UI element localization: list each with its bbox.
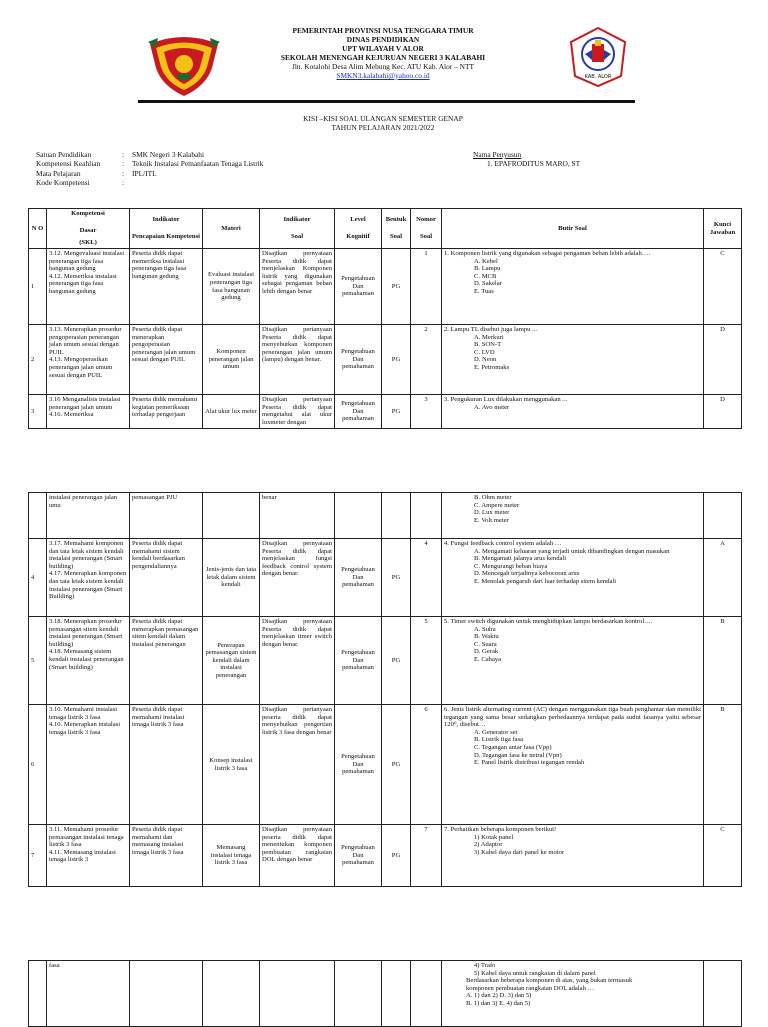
indikator-pencapaian-cell: pemasangan PJU [130, 493, 203, 539]
header-no: N O [29, 209, 47, 249]
kd-line: 3.12. Mengevaluasi instalasi penerangan tiga fasa bangunan gedung [49, 250, 125, 273]
row-number: 1 [29, 249, 47, 325]
kisi-table-page-3 [28, 960, 742, 1027]
materi-cell: Evaluasi instalasi penerangan tiga fasa bangunan gedung [203, 249, 260, 325]
kompetensi-dasar-cell [47, 705, 130, 825]
level-kognitif-cell: Pengetahuan Dan pemahaman [335, 705, 382, 825]
answer-options [444, 334, 701, 372]
answer-key-cell: B [704, 617, 742, 705]
answer-option: D. Neon [474, 356, 497, 364]
answer-key-cell: D [704, 325, 742, 395]
materi-cell: Konsep instalasi listrik 3 fasa [203, 705, 260, 825]
nomor-soal-cell: 4 [411, 539, 442, 617]
empty-cell [29, 961, 47, 1027]
kisi-table-page-2 [28, 492, 742, 887]
answer-option: E. Volt meter [474, 516, 509, 524]
header-rule [138, 100, 635, 103]
level-kognitif-cell [335, 493, 382, 539]
kompetensi-dasar-cell [47, 493, 130, 539]
empty-cell [382, 961, 411, 1027]
table-row [29, 539, 742, 617]
empty-cell [704, 961, 742, 1027]
answer-option: B. Lampu [474, 265, 501, 273]
nomor-soal-cell [411, 493, 442, 539]
identity-block [36, 150, 263, 188]
answer-option: A. Mengamati keluaran yang terjadi untuk dibandingkan dengan masukan [474, 547, 670, 555]
empty-cell [335, 961, 382, 1027]
answer-option: D. Gerak [474, 648, 499, 656]
answer-option: E. Cahaya [474, 655, 502, 663]
answer-option: D. Sakelar [474, 280, 502, 288]
row-number: 6 [29, 705, 47, 825]
info-value: SMK Negeri 3 Kalabahi [132, 150, 205, 159]
answer-key-cell: A [704, 539, 742, 617]
bentuk-soal-cell: PG [382, 539, 411, 617]
author-name: 1. EPAFRODITUS MARO, ST [487, 159, 581, 169]
kd-line: instalasi penerangan jalan umu [49, 494, 118, 509]
school-address: Jln. Kotalohi Desa Alim Mebung Kec. ATU Kab. Alor – NTT [291, 62, 475, 71]
question-text: 6. Jenis listrik alternating current (AC) dengan menggunakan tiga buah penghantar dan memiliki tegangan yang sama besar sedangkan perbedaannya terdapat pada sudut fasanya yaitu sebesar 120⁰, disebut… [444, 706, 701, 729]
indikator-pencapaian-cell: Peserta didik dapat menerapkan pengoperasian penerangan jalan umum sesuai dengan PUIL [130, 325, 203, 395]
kd-line: 3.10. Memahami instalasi tenaga listrik 3 fasa [49, 706, 118, 721]
butir-soal-cell [442, 539, 704, 617]
table-row [29, 825, 742, 887]
document-page-3 [0, 954, 768, 1024]
materi-cell: Alat ukur lux meter [203, 395, 260, 429]
info-value: IPL/ITL [132, 168, 157, 178]
bentuk-soal-cell [382, 493, 411, 539]
bentuk-soal-cell: PG [382, 617, 411, 705]
indikator-pencapaian-cell: Peserta didik dapat memahami dan memasang instalasi tenaga listrik 3 fasa [130, 825, 203, 887]
answer-option: A. Avo meter [474, 403, 510, 411]
kompetensi-dasar-cell [47, 325, 130, 395]
info-key: Kompetensi Keahlian [36, 159, 101, 169]
kd-line: 4.11. Memasang instalasi tenaga listrik 3 [49, 848, 116, 864]
question-text: A. 1) dan 2) D. 3) dan 5) [466, 992, 532, 1000]
info-row: Kompetensi Keahlian : Teknik Instalasi Pemanfaatan Tenaga Listrik [36, 159, 264, 169]
indikator-soal-cell: Disajikan pernyataan peserta didik dapat menentukan komponen pembuatan rangkaian DOL dengan benar [260, 825, 335, 887]
answer-key-cell: C [704, 249, 742, 325]
empty-cell [260, 961, 335, 1027]
question-text: 2. Lampu TL disebut juga lampu ... [444, 326, 538, 333]
answer-option: B. Listrik tiga fasa [474, 736, 524, 744]
answer-option: E. Petromaks [474, 363, 510, 371]
answer-options [444, 834, 701, 857]
level-kognitif-cell: Pengetahuan Dan pemahaman [335, 617, 382, 705]
answer-options [444, 626, 701, 664]
answer-option: E. Menolak pengaruh dari luar terhadap sitem kendali [474, 577, 617, 585]
nomor-soal-cell: 6 [411, 705, 442, 825]
author-label: Nama Penyusun [473, 150, 522, 159]
school-logo-caption: KAB. ALOR [584, 74, 612, 80]
question-text: 4. Fungsi feedback control system adalah … [444, 540, 562, 547]
header-kompetensi-dasar: Kompetensi Dasar (SKL) [47, 209, 130, 249]
answer-option: A. Merkuri [474, 333, 504, 341]
kd-line: 3.17. Memahami komponen dan tata letak sistem kendali instalasi penerangan (Smart building) [49, 540, 124, 570]
nomor-soal-cell: 1 [411, 249, 442, 325]
question-text: 7. Perhatikan beberapa komponen berikut! [444, 826, 557, 833]
materi-cell: Jenis-jenis dan tata letak dalam sistem kendali [203, 539, 260, 617]
indikator-soal-cell: Disajikan pertanyaan Peserta didik dapat mengetahui alat ukur luxmeter dengan [260, 395, 335, 429]
butir-soal-cell [442, 617, 704, 705]
answer-option: C. Suara [474, 640, 497, 648]
department-name: DINAS PENDIDIKAN [346, 35, 420, 44]
nomor-soal-cell: 3 [411, 395, 442, 429]
question-text: 1. Komponen listrik yang digunakan sebagai pengaman beban lebih adalah…. [444, 250, 650, 257]
info-key: Mata Pelajaran [36, 168, 81, 178]
row-number: 4 [29, 539, 47, 617]
kd-line: 4.17. Menerapkan komponen dan tata letak sistem kendali instalasi penerangan (Smart Building) [49, 570, 127, 601]
indikator-soal-cell: Disajikan pernyataan Peserta didik dapat menjelaskan Komponen listrik yang digunakan sebagai pengaman beban lebih dengan benar [260, 249, 335, 325]
answer-options [444, 494, 701, 524]
answer-option: 1) Kotak panel [474, 833, 514, 841]
row-number [29, 493, 47, 539]
region-name: UPT WILAYAH V ALOR [342, 44, 424, 53]
kompetensi-dasar-cell [47, 249, 130, 325]
table-row [29, 961, 742, 1027]
answer-option: E. Tuas [474, 287, 494, 295]
kd-line: 4.16. Memeriksa [49, 411, 94, 419]
info-key: Kode Kompetensi [36, 178, 90, 188]
answer-option: C. Mengurangi beban biaya [474, 562, 548, 570]
header-indikator-soal: Indikator Soal [260, 209, 335, 249]
header-bentuk-soal: Bentuk Soal [382, 209, 411, 249]
info-key: Satuan Pendidikan [36, 150, 92, 159]
butir-soal-cell [442, 705, 704, 825]
info-value: Teknik Instalasi Pemanfaatan Tenaga Listrik [132, 159, 264, 169]
answer-options [444, 548, 701, 586]
answer-option: B. SON-T [474, 341, 502, 349]
kd-line: 3.11. Memahami prosedur pemasangan instalasi tenaga listrik 3 fasa [49, 826, 124, 849]
bentuk-soal-cell: PG [382, 825, 411, 887]
row-number: 5 [29, 617, 47, 705]
answer-option: 5) Kabel daya untuk rangkaian di dalam panel [474, 969, 596, 977]
answer-option: D. Mencegah terjadinya kebocoran arus [474, 570, 580, 578]
bentuk-soal-cell: PG [382, 249, 411, 325]
butir-soal-cell [442, 825, 704, 887]
kompetensi-dasar-cell [47, 825, 130, 887]
answer-option: B. Mengamati jalanya arus kendali [474, 555, 567, 563]
table-row [29, 249, 742, 325]
indikator-pencapaian-cell: Peserta didik dapat memahami sistem kendali berdasarkan pengendaliannya [130, 539, 203, 617]
document-page-2 [0, 482, 768, 942]
header-kunci-jawaban: Kunci Jawaban [704, 209, 742, 249]
answer-option: A. Suhu [474, 625, 496, 633]
provincial-crest-logo [146, 34, 222, 98]
materi-cell: Memasang instalasi tenaga listrik 3 fasa [203, 825, 260, 887]
answer-option: D. Lux meter [474, 509, 510, 517]
kd-line: 4.18. Memasang sistem kendali instalasi penerangan (Smart building) [49, 648, 124, 671]
answer-option: D. Tegangan fasa ke netral (Vpn) [474, 751, 562, 759]
kompetensi-dasar-cell: fasa [47, 961, 130, 1027]
materi-cell: Penerapan pemasangan sistem kendali dalam instalasi penerangan [203, 617, 260, 705]
table-row [29, 395, 742, 429]
answer-key-cell: C [704, 825, 742, 887]
empty-cell [203, 961, 260, 1027]
level-kognitif-cell: Pengetahuan Dan pemahaman [335, 325, 382, 395]
table-header-row [29, 209, 742, 249]
row-number: 3 [29, 395, 47, 429]
title-line-2: TAHUN PELAJARAN 2021/2022 [331, 123, 435, 132]
kompetensi-dasar-cell [47, 539, 130, 617]
document-page-1 [0, 0, 768, 458]
header-materi: Materi [203, 209, 260, 249]
answer-option: B. Ohm meter [474, 494, 512, 501]
indikator-pencapaian-cell: Peserta didik dapat menerapkan pemasangan sitem kendali dalam instalasi penerangan [130, 617, 203, 705]
bentuk-soal-cell: PG [382, 705, 411, 825]
butir-soal-cell [442, 961, 704, 1027]
indikator-pencapaian-cell: Peserta didik dapat memahami instalasi tenaga listrik 3 fasa [130, 705, 203, 825]
level-kognitif-cell: Pengetahuan Dan pemahaman [335, 395, 382, 429]
document-title [230, 114, 536, 132]
kd-line: 3.18. Menerapkan prosedur pemasangan sitem kendali instalasi penerangan (Smart building) [49, 618, 123, 648]
indikator-pencapaian-cell: Peserta didik memahami kegiatan pemeriksaan terhadap pengerjaan [130, 395, 203, 429]
answer-option: E. Panel listrik distribusi tegangan rendah [474, 759, 585, 767]
question-text: komponen pembuatan rangkaian DOL adalah … [466, 984, 595, 992]
table-row [29, 617, 742, 705]
table-row [29, 493, 742, 539]
header-butir-soal: Butir Soal [442, 209, 704, 249]
bentuk-soal-cell: PG [382, 395, 411, 429]
table-row [29, 325, 742, 395]
answer-options [444, 404, 701, 412]
school-logo [567, 26, 629, 88]
answer-option: B. Waktu [474, 633, 499, 641]
butir-soal-cell [442, 249, 704, 325]
kompetensi-dasar-cell [47, 395, 130, 429]
empty-cell [411, 961, 442, 1027]
header-indikator-pencapaian: Indikator Pencapaian Kompetensi [130, 209, 203, 249]
indikator-soal-cell: Disajikan pertanyaan peserta didik dapat menyebutkan pengertian listrik 3 fasa dengan benar [260, 705, 335, 825]
question-text: 3. Pengukuran Lux dilakukan menggunakan ... [444, 396, 568, 403]
butir-soal-cell [442, 325, 704, 395]
kisi-table-page-1 [28, 208, 742, 429]
indikator-soal-cell: Disajikan pernyataan Peserta didik dapat menjelaskan timer switch dengan benar. [260, 617, 335, 705]
question-text: 5. Timer switch digunakan untuk menghidupkan lampu berdasarkan kontrol…. [444, 618, 653, 625]
info-row: Mata Pelajaran : IPL/ITL [36, 168, 157, 178]
row-number: 7 [29, 825, 47, 887]
question-text: Berdasarkan beberapa komponen di atas, yang bukan termasuk [466, 977, 633, 985]
answer-key-cell: D [704, 395, 742, 429]
info-row: Satuan Pendidikan : SMK Negeri 3 Kalabahi [36, 150, 205, 159]
government-name: PEMERINTAH PROVINSI NUSA TENGGARA TIMUR [292, 26, 474, 35]
title-line-1: KISI –KISI SOAL ULANGAN SEMESTER GENAP [303, 114, 463, 123]
kd-line: 4.12. Memeriksa instalasi penerangan tiga fasa bangunan gedung [49, 272, 117, 295]
kompetensi-dasar-cell [47, 617, 130, 705]
answer-option: 3) Kabel daya dari panel ke motor [474, 848, 565, 856]
info-row: Kode Kompetensi : [36, 178, 125, 188]
answer-key-cell [704, 493, 742, 539]
answer-key-cell: B [704, 705, 742, 825]
materi-cell [203, 493, 260, 539]
school-email-link[interactable]: SMKN3.kalabahi@yahoo.co.id [336, 71, 430, 80]
answer-option: C. Tegangan antar fasa (Vpp) [474, 743, 552, 751]
answer-option: 4) Trafo [474, 962, 496, 969]
question-text: B. 1) dan 3) E. 4) dan 5) [466, 999, 531, 1007]
level-kognitif-cell: Pengetahuan Dan pemahaman [335, 825, 382, 887]
butir-soal-cell [442, 493, 704, 539]
nomor-soal-cell: 7 [411, 825, 442, 887]
answer-option: A. Generator set [474, 728, 518, 736]
butir-soal-cell [442, 395, 704, 429]
indikator-pencapaian-cell: Peserta didik dapat memeriksa instalasi penerangan tiga fasa bangunan gedung [130, 249, 203, 325]
header-nomor-soal: Nomor Soal [411, 209, 442, 249]
indikator-soal-cell: Disajikan pernyataan Peserta didik dapat menjelaskan fungsi feedback control system dengan benar. [260, 539, 335, 617]
nomor-soal-cell: 5 [411, 617, 442, 705]
kd-line: 4.10. Menerapkan instalasi tenaga listrik 3 fasa [49, 721, 121, 736]
empty-cell [130, 961, 203, 1027]
level-kognitif-cell: Pengetahuan Dan pemahaman [335, 249, 382, 325]
letterhead [0, 0, 768, 110]
answer-option: C. LVD [474, 348, 495, 356]
answer-option: C. Ampere meter [474, 501, 520, 509]
answer-option: A. Kebel [474, 257, 498, 265]
indikator-soal-cell: benar [260, 493, 335, 539]
kd-line: 3.16 Menganalisis instalasi penerangan jalan umum [49, 396, 121, 411]
answer-options [444, 258, 701, 296]
nomor-soal-cell: 2 [411, 325, 442, 395]
level-kognitif-cell: Pengetahuan Dan pemahaman [335, 539, 382, 617]
header-level-kognitif: Level Kognitif [335, 209, 382, 249]
answer-option: C. MCB [474, 272, 497, 280]
row-number: 2 [29, 325, 47, 395]
author-block [473, 150, 580, 169]
answer-options [444, 729, 701, 767]
school-name: SEKOLAH MENENGAH KEJURUAN NEGERI 3 KALABAHI [280, 53, 486, 62]
kd-line: 3.13. Menerapkan prosedur pengoperasian penerangan jalan umum sesuai dengan PUIL [49, 326, 122, 356]
letterhead-text [230, 26, 536, 80]
answer-option: 2) Adaptor [474, 841, 503, 849]
materi-cell: Komponen penerangan jalan umum [203, 325, 260, 395]
table-row [29, 705, 742, 825]
kd-line: 4.13. Mengoperasikan penerangan jalan umum sesuai dengan PUIL [49, 356, 113, 379]
bentuk-soal-cell: PG [382, 325, 411, 395]
indikator-soal-cell: Disajikan pertanyaan Peserta didik dapat menyebutkan komponen penerangan jalan umum (lampu) dengan benar. [260, 325, 335, 395]
